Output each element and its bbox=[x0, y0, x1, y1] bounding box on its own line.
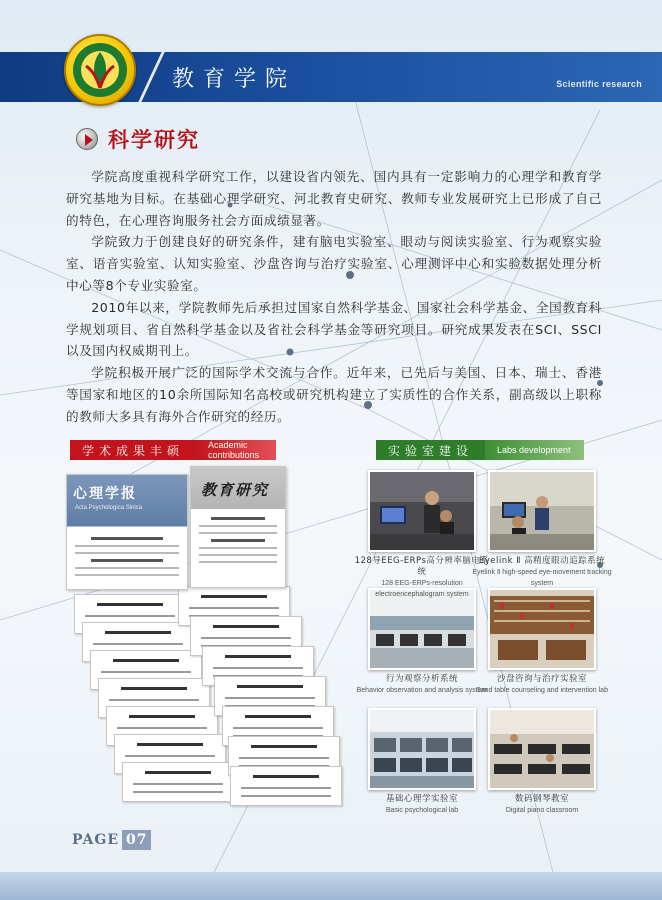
lab-photo-behavior bbox=[368, 588, 476, 670]
header-subtitle-en: Scientific research bbox=[556, 79, 642, 89]
lab-caption-5-en: Basic psychological lab bbox=[385, 807, 459, 814]
lab-caption-5 bbox=[352, 794, 492, 816]
lab-caption-2-en: Eyelink Ⅱ high-speed eye-movement tracking system bbox=[472, 569, 612, 587]
lab-photo-basic-psych bbox=[368, 708, 476, 790]
journal-cover-psychology bbox=[66, 474, 188, 590]
page-number: 07 bbox=[122, 830, 151, 850]
section-title: 科学研究 bbox=[108, 127, 200, 152]
cover-text-lines bbox=[199, 517, 277, 579]
journal-cover-education bbox=[190, 466, 286, 588]
paragraph-2: 学院致力于创建良好的研究条件，建有脑电实验室、眼动与阅读实验室、行为观察实验室、语音实验室、认知实验室、沙盘咨询与治疗实验室、心理测评中心和实验数据处理分析中心等8个专业实验室。 bbox=[66, 234, 602, 293]
lab-caption-1-cn: 128导EEG-ERPs高分辨率脑电系统 bbox=[354, 556, 490, 577]
body-text bbox=[66, 166, 602, 428]
page-label: PAGE bbox=[72, 832, 119, 848]
header-title: 教育学院 bbox=[172, 67, 297, 92]
lab-caption-5-cn: 基础心理学实验室 bbox=[385, 794, 458, 804]
lab-caption-4-en: Sand table counseling and intervention lab bbox=[476, 687, 608, 694]
section-heading bbox=[76, 124, 200, 154]
lab-photo-eeg bbox=[368, 470, 476, 552]
lab-caption-2-cn: Eyelink Ⅱ 高精度眼动追踪系统 bbox=[478, 556, 606, 566]
paragraph-4: 学院积极开展广泛的国际学术交流与合作。近年来，已先后与美国、日本、瑞士、香港等国家和地区的10余所国际知名高校或研究机构建立了实质性的合作关系，副高级以上职称的教师大多具有海外合作研究的经历。 bbox=[66, 365, 602, 424]
page-indicator bbox=[72, 830, 151, 850]
lab-caption-1 bbox=[352, 556, 492, 600]
college-logo bbox=[64, 34, 136, 106]
paper-page bbox=[230, 766, 342, 806]
paragraph-3: 2010年以来，学院教师先后承担过国家自然科学基金、国家社会科学基金、全国教育科学规划项目、省自然科学基金以及省社会科学基金等研究项目。研究成果发表在SCI、SSCI以及国内权威期刊上。 bbox=[66, 299, 602, 359]
academic-banner bbox=[70, 440, 276, 460]
publication-collage bbox=[66, 466, 342, 826]
cover-text-lines bbox=[75, 537, 179, 581]
lab-caption-3 bbox=[352, 674, 492, 696]
lab-caption-1-en: 128 EEG-ERPs-resolution electroencephalogram system bbox=[375, 580, 469, 598]
logo-emblem-icon bbox=[66, 36, 134, 104]
labs-banner-en: Labs development bbox=[485, 440, 584, 460]
academic-banner-cn: 学术成果丰硕 bbox=[70, 440, 196, 460]
lab-caption-6 bbox=[472, 794, 612, 816]
paper-page bbox=[122, 762, 234, 802]
paragraph-1: 学院高度重视科学研究工作，以建设省内领先、国内具有一定影响力的心理学和教育学研究基地为目标。在基础心理学研究、河北教育史研究、教师专业发展研究上已形成了自己的特色，在心理咨询服务社会方面成绩显著。 bbox=[66, 169, 602, 228]
lab-caption-2 bbox=[472, 556, 612, 589]
lab-caption-3-cn: 行为观察分析系统 bbox=[385, 674, 458, 684]
lab-photo-piano bbox=[488, 708, 596, 790]
journal-cover-education-title: 教育研究 bbox=[201, 481, 270, 499]
labs-banner-cn: 实验室建设 bbox=[376, 440, 485, 460]
journal-cover-psychology-title: 心理学报 bbox=[73, 486, 137, 502]
lab-caption-6-cn: 数码钢琴教室 bbox=[514, 794, 569, 804]
lab-photo-sandtable bbox=[488, 588, 596, 670]
academic-banner-en: Academic contributions bbox=[196, 440, 276, 460]
lab-photo-eyelink bbox=[488, 470, 596, 552]
lab-caption-4-cn: 沙盘咨询与治疗实验室 bbox=[496, 674, 587, 684]
footer-band bbox=[0, 872, 662, 900]
labs-banner bbox=[376, 440, 584, 460]
lab-caption-3-en: Behavior observation and analysis system bbox=[356, 687, 488, 694]
lab-caption-6-en: Digital piano classroom bbox=[505, 807, 579, 814]
lab-caption-4 bbox=[472, 674, 612, 696]
journal-cover-psychology-subtitle: Acta Psychologica Sinica bbox=[75, 505, 143, 511]
play-bullet-icon bbox=[76, 128, 98, 150]
